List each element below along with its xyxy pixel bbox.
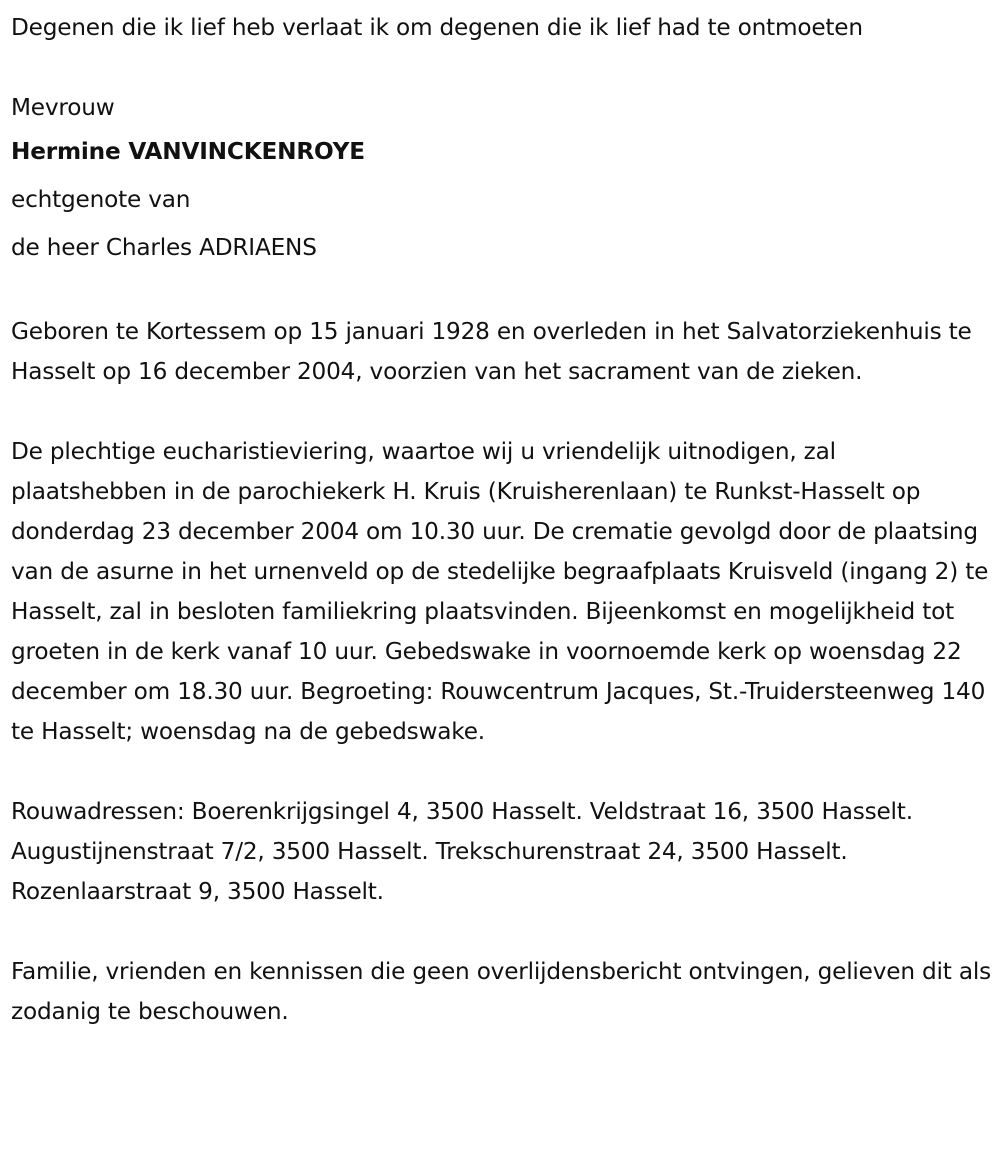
title-prefix: Mevrouw bbox=[11, 94, 115, 121]
birth-death-paragraph: Geboren te Kortessem op 15 januari 1928 en overleden in het Salvatorziekenhuis te Hasselt op 16 december 2004, voorzien van het sacrament van de zieken. bbox=[11, 318, 972, 385]
motto-text: Degenen die ik lief heb verlaat ik om degenen die ik lief had te ontmoeten bbox=[11, 14, 863, 41]
addresses-paragraph: Rouwadressen: Boerenkrijgsingel 4, 3500 Hasselt. Veldstraat 16, 3500 Hasselt. Augustijnenstraat 7/2, 3500 Hasselt. Trekschurenstraat 24, 3500 Hasselt. Rozenlaarstraat 9, 3500 Hasselt. bbox=[11, 798, 913, 905]
ceremony-paragraph: De plechtige eucharistieviering, waartoe wij u vriendelijk uitnodigen, zal plaatshebben in de parochiekerk H. Kruis (Kruisherenlaan) te Runkst-Hasselt op donderdag 23 december 2004 om 10.30 uur. De crematie gevolgd door de plaatsing van de asurne in het urnenveld op de stedelijke begraafplaats Kruisveld (ingang 2) te Hasselt, zal in besloten familiekring plaatsvinden. Bijeenkomst en mogelijkheid tot groeten in de kerk vanaf 10 uur. Gebedswake in voornoemde kerk op woensdag 22 december om 18.30 uur. Begroeting: Rouwcentrum Jacques, St.-Truidersteenweg 140 te Hasselt; woensdag na de gebedswake. bbox=[11, 438, 989, 745]
closing-paragraph: Familie, vrienden en kennissen die geen overlijdensbericht ontvingen, gelieven dit als zodanig te beschouwen. bbox=[11, 958, 991, 1025]
relation-label: echtgenote van bbox=[11, 186, 191, 213]
spouse-name: de heer Charles ADRIAENS bbox=[11, 234, 317, 261]
deceased-name: Hermine VANVINCKENROYE bbox=[11, 138, 365, 165]
deceased-identity-block bbox=[11, 88, 996, 272]
